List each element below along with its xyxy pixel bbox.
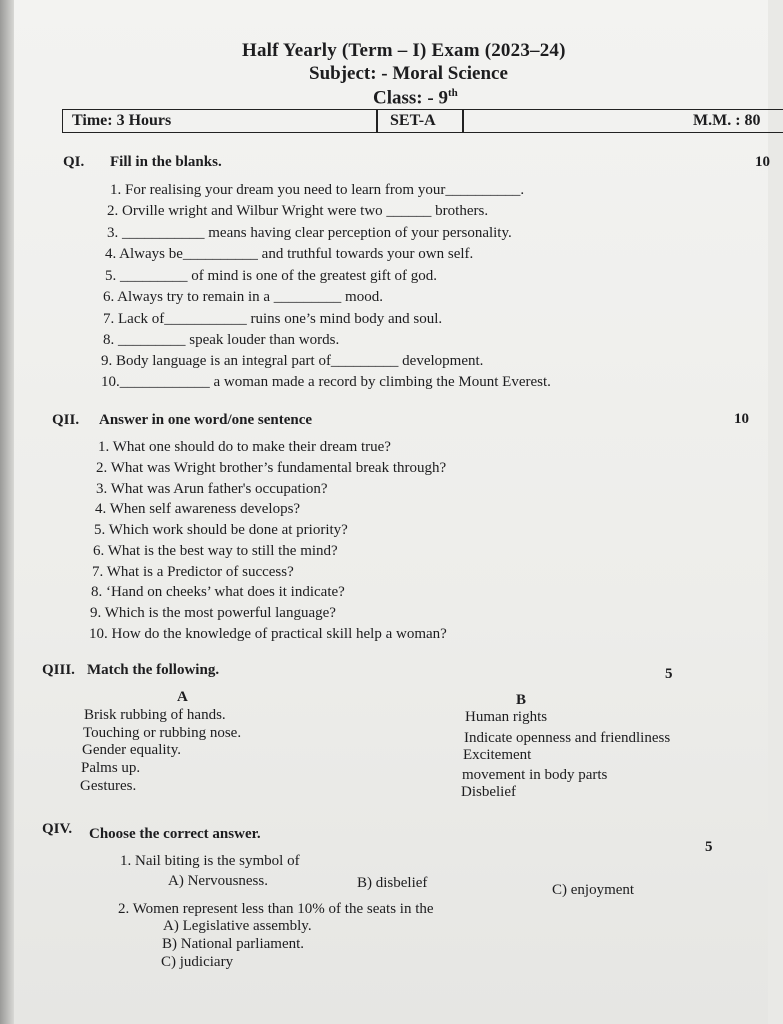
info-divider — [376, 110, 378, 132]
q2-item: 4. When self awareness develops? — [95, 501, 301, 517]
q2-item: 7. What is a Predictor of success? — [92, 564, 294, 580]
paper-edge-shadow — [0, 0, 14, 1024]
q4-q1-option-b: B) disbelief — [357, 875, 428, 891]
column-a-item: Gestures. — [80, 778, 137, 794]
q3-marks: 5 — [665, 666, 673, 682]
q1-item: 6. Always try to remain in a _________ mood. — [103, 289, 383, 305]
q1-item: 4. Always be__________ and truthful towards your own self. — [105, 246, 474, 262]
column-a-item: Brisk rubbing of hands. — [84, 707, 226, 723]
column-b-item: Human rights — [465, 709, 548, 725]
q1-item: 7. Lack of___________ ruins one’s mind body and soul. — [103, 311, 443, 327]
q4-marks: 5 — [705, 839, 713, 855]
q4-question-1: 1. Nail biting is the symbol of — [120, 853, 300, 869]
q1-item: 5. _________ of mind is one of the greatest gift of god. — [105, 268, 438, 284]
column-a-heading: A — [177, 689, 188, 705]
class-superscript: th — [447, 87, 458, 99]
column-b-item: Indicate openness and friendliness — [464, 730, 671, 746]
q3-heading: Match the following. — [87, 662, 220, 678]
column-b-heading: B — [516, 692, 527, 708]
q1-item: 10.____________ a woman made a record by climbing the Mount Everest. — [101, 374, 551, 390]
q4-number: QIV. — [42, 821, 73, 837]
q1-item: 3. ___________ means having clear perception of your personality. — [107, 225, 512, 241]
q4-q1-option-c: C) enjoyment — [552, 882, 635, 898]
q1-marks: 10 — [755, 154, 770, 170]
q1-item: 2. Orville wright and Wilbur Wright were two ______ brothers. — [107, 203, 489, 219]
q2-item: 9. Which is the most powerful language? — [90, 605, 336, 621]
exam-title: Half Yearly (Term – I) Exam (2023–24) — [242, 40, 566, 61]
q2-item: 6. What is the best way to still the mind? — [93, 543, 338, 559]
q1-item: 8. _________ speak louder than words. — [103, 332, 340, 348]
column-b-item: Excitement — [463, 747, 532, 763]
column-b-item: movement in body parts — [462, 767, 608, 783]
q2-item: 10. How do the knowledge of practical skill help a woman? — [89, 626, 447, 642]
class-line — [373, 87, 458, 109]
q3-number: QIII. — [42, 662, 75, 678]
q4-question-2: 2. Women represent less than 10% of the seats in the — [118, 901, 434, 917]
q2-number: QII. — [52, 412, 80, 428]
q2-item: 3. What was Arun father's occupation? — [96, 481, 328, 497]
set-label: SET-A — [390, 112, 436, 129]
q1-heading: Fill in the blanks. — [110, 154, 222, 170]
q2-item: 2. What was Wright brother’s fundamental break through? — [96, 460, 447, 476]
time-label: Time: 3 Hours — [72, 112, 172, 129]
q2-item: 1. What one should do to make their dream true? — [98, 439, 391, 455]
info-divider — [462, 110, 464, 132]
subject-line: Subject: - Moral Science — [309, 63, 508, 84]
q4-q2-option-b: B) National parliament. — [162, 936, 305, 952]
exam-info-box — [62, 109, 783, 133]
q2-heading: Answer in one word/one sentence — [99, 412, 313, 428]
column-b-item: Disbelief — [461, 784, 516, 800]
q2-item: 5. Which work should be done at priority? — [94, 522, 348, 538]
q4-heading: Choose the correct answer. — [89, 826, 261, 842]
q2-marks: 10 — [734, 411, 749, 427]
q4-q2-option-c: C) judiciary — [161, 954, 234, 970]
max-marks-label: M.M. : 80 — [693, 112, 761, 129]
column-a-item: Touching or rubbing nose. — [83, 725, 242, 741]
q4-q1-option-a: A) Nervousness. — [168, 873, 268, 889]
class-text: Class: - 9 — [373, 87, 448, 109]
q4-q2-option-a: A) Legislative assembly. — [163, 918, 312, 934]
q1-number: QI. — [63, 154, 85, 170]
q2-item: 8. ‘Hand on cheeks’ what does it indicate? — [91, 584, 345, 600]
q1-item: 1. For realising your dream you need to learn from your__________. — [110, 182, 525, 198]
q1-item: 9. Body language is an integral part of_________ development. — [101, 353, 484, 369]
column-a-item: Gender equality. — [82, 742, 181, 758]
column-a-item: Palms up. — [81, 760, 141, 776]
